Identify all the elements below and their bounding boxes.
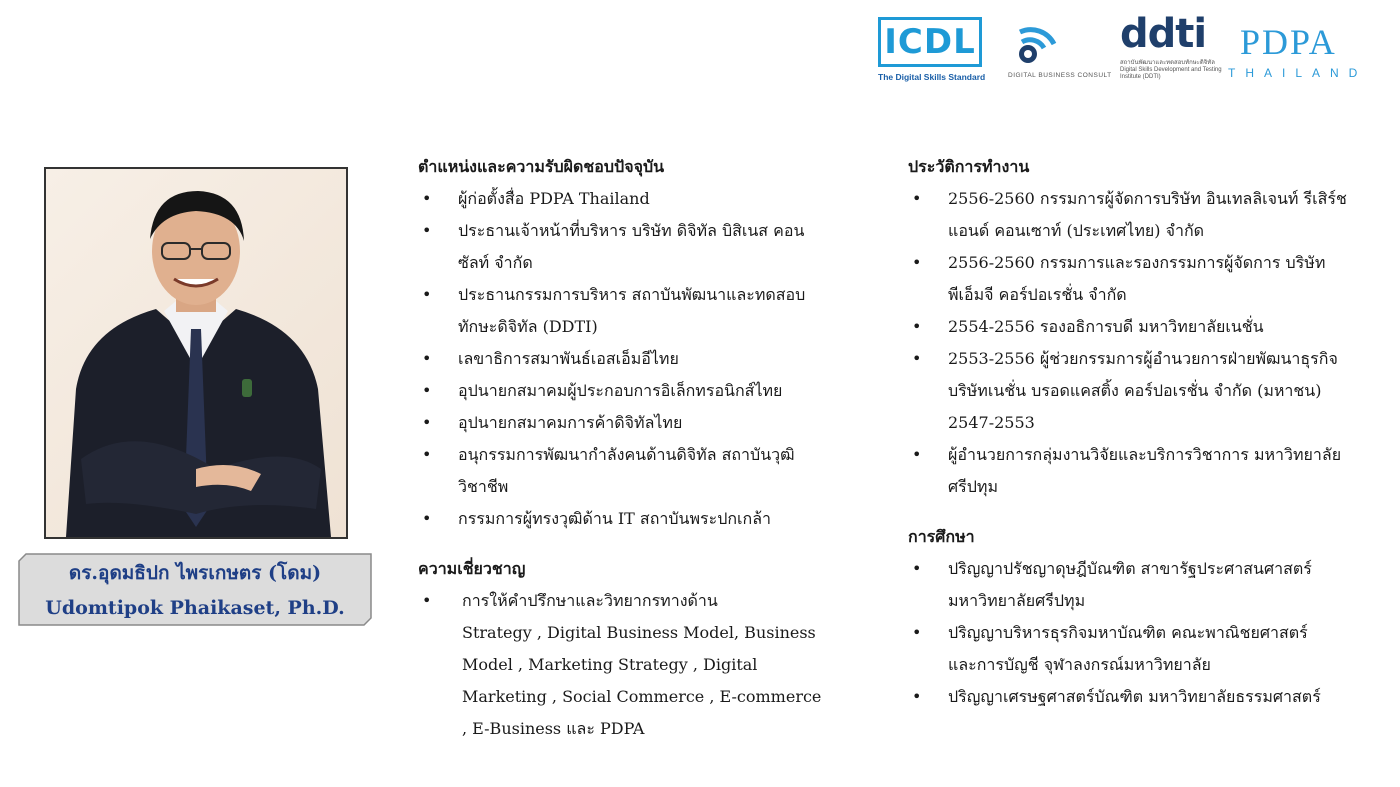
- bullet-icon: •: [422, 509, 432, 528]
- pdpa-thailand-logo: [1228, 22, 1390, 80]
- current-positions-heading: ตำแหน่งและความรับผิดชอบปัจจุบัน: [418, 157, 665, 176]
- list-item: [418, 407, 848, 439]
- list-item-text: ผู้อำนวยการกลุ่มงานวิจัยและบริการวิชาการ มหาวิทยาลัย: [948, 445, 1342, 464]
- portrait-image: [46, 169, 346, 537]
- list-item-text: วิชาชีพ: [458, 477, 509, 496]
- list-item-text: 2547-2553: [948, 413, 1035, 432]
- list-item-text: เลขาธิการสมาพันธ์เอสเอ็มอีไทย: [458, 349, 679, 368]
- bullet-icon: •: [422, 445, 432, 464]
- bullet-icon: •: [912, 349, 922, 368]
- icdl-tagline: The Digital Skills Standard: [878, 72, 986, 82]
- expertise-line: Marketing , Social Commerce , E-commerce: [462, 687, 822, 706]
- name-english: Udomtipok Phaikaset, Ph.D.: [45, 597, 345, 619]
- list-item: [908, 247, 1368, 311]
- partner-logos: [878, 12, 1388, 92]
- bullet-icon: •: [422, 189, 432, 208]
- icdl-logo-text: ICDL: [884, 22, 976, 62]
- list-item-text: อนุกรรมการพัฒนากำลังคนด้านดิจิทัล สถาบันวุฒิ: [458, 445, 795, 464]
- education-list: [908, 553, 1368, 713]
- current-positions-list: [418, 183, 848, 535]
- right-column: [908, 151, 1368, 713]
- expertise-line: การให้คำปรึกษาและวิทยากรทางด้าน: [462, 591, 718, 610]
- expertise-line: Strategy , Digital Business Model, Business: [462, 623, 816, 642]
- list-item-text: 2556-2560 กรรมการผู้จัดการบริษัท อินเทลลิเจนท์ รีเสิร์ช: [948, 189, 1347, 208]
- ddti-tagline: สถาบันพัฒนาและทดสอบทักษะดิจิทัล Digital Skills Development and Testing Institute (DDTI): [1120, 60, 1222, 80]
- expertise-list: [418, 585, 848, 745]
- list-item-text: กรรมการผู้ทรงวุฒิด้าน IT สถาบันพระปกเกล้า: [458, 509, 771, 528]
- list-item: [908, 553, 1368, 617]
- list-item-text: 2556-2560 กรรมการและรองกรรมการผู้จัดการ บริษัท: [948, 253, 1326, 272]
- bullet-icon: •: [912, 253, 922, 272]
- ddti-logo: [1120, 12, 1220, 92]
- list-item: [908, 617, 1368, 681]
- dbc-logo: [1008, 24, 1112, 84]
- bullet-icon: •: [912, 445, 922, 464]
- list-item-text: ปริญญาบริหารธุรกิจมหาบัณฑิต คณะพาณิชยศาสตร์: [948, 623, 1308, 642]
- list-item-text: แอนด์ คอนเซาท์ (ประเทศไทย) จำกัด: [948, 221, 1205, 240]
- bullet-icon: •: [912, 317, 922, 336]
- bullet-icon: •: [422, 413, 432, 432]
- list-item: [908, 183, 1368, 247]
- work-history-list: [908, 183, 1368, 503]
- bullet-icon: •: [912, 687, 922, 706]
- list-item-text: พีเอ็มจี คอร์ปอเรชั่น จำกัด: [948, 285, 1127, 304]
- bullet-icon: •: [422, 285, 432, 304]
- list-item: [418, 343, 848, 375]
- list-item-text: อุปนายกสมาคมผู้ประกอบการอิเล็กทรอนิกส์ไทย: [458, 381, 783, 400]
- bullet-icon: •: [422, 349, 432, 368]
- list-item-text: ประธานเจ้าหน้าที่บริหาร บริษัท ดิจิทัล บิสิเนส คอน: [458, 221, 805, 240]
- bullet-icon: •: [912, 189, 922, 208]
- wifi-signal-icon: [1008, 24, 1068, 70]
- list-item: [418, 183, 848, 215]
- list-item: [418, 375, 848, 407]
- list-item-text: และการบัญชี จุฬาลงกรณ์มหาวิทยาลัย: [948, 655, 1211, 674]
- middle-column: [418, 151, 848, 745]
- work-history-heading: ประวัติการทำงาน: [908, 157, 1030, 176]
- list-item: [908, 681, 1368, 713]
- list-item: [908, 343, 1368, 439]
- bullet-icon: •: [422, 381, 432, 400]
- list-item-text: ผู้ก่อตั้งสื่อ PDPA Thailand: [458, 189, 650, 208]
- list-item: [908, 311, 1368, 343]
- list-item-text: ศรีปทุม: [948, 477, 998, 496]
- expertise-line: , E-Business และ PDPA: [462, 719, 645, 738]
- list-item-text: ปริญญาปรัชญาดุษฎีบัณฑิต สาขารัฐประศาสนศาสตร์: [948, 559, 1312, 578]
- pdpa-logo-text: PDPA: [1240, 22, 1337, 62]
- dbc-tagline: DIGITAL BUSINESS CONSULT: [1008, 72, 1112, 79]
- list-item-text: ทักษะดิจิทัล (DDTI): [458, 317, 598, 336]
- list-item-text: ประธานกรรมการบริหาร สถาบันพัฒนาและทดสอบ: [458, 285, 806, 304]
- expertise-heading: ความเชี่ยวชาญ: [418, 559, 526, 578]
- list-item-text: ซัลท์ จำกัด: [458, 253, 533, 272]
- list-item-text: 2553-2556 ผู้ช่วยกรรมการผู้อำนวยการฝ่ายพัฒนาธุรกิจ: [948, 349, 1338, 368]
- list-item: [418, 439, 848, 503]
- icdl-logo: [878, 17, 982, 67]
- list-item-text: อุปนายกสมาคมการค้าดิจิทัลไทย: [458, 413, 683, 432]
- list-item: [908, 439, 1368, 503]
- pdpa-logo-subtext: THAILAND: [1228, 66, 1368, 80]
- bullet-icon: •: [422, 591, 432, 610]
- bullet-icon: •: [912, 623, 922, 642]
- education-heading: การศึกษา: [908, 527, 975, 546]
- list-item-text: 2554-2556 รองอธิการบดี มหาวิทยาลัยเนชั่น: [948, 317, 1264, 336]
- list-item-text: มหาวิทยาลัยศรีปทุม: [948, 591, 1086, 610]
- list-item-text: ปริญญาเศรษฐศาสตร์บัณฑิต มหาวิทยาลัยธรรมศาสตร์: [948, 687, 1321, 706]
- list-item: [418, 585, 848, 745]
- list-item: [418, 215, 848, 279]
- bullet-icon: •: [912, 559, 922, 578]
- list-item: [418, 503, 848, 535]
- profile-photo: [44, 167, 348, 539]
- bullet-icon: •: [422, 221, 432, 240]
- ddti-logo-text: ddti: [1120, 11, 1207, 57]
- expertise-line: Model , Marketing Strategy , Digital: [462, 655, 758, 674]
- expertise-text: [462, 585, 848, 745]
- name-card: [18, 553, 372, 626]
- list-item-text: บริษัทเนชั่น บรอดแคสติ้ง คอร์ปอเรชั่น จำกัด (มหาชน): [948, 381, 1322, 400]
- name-thai: ดร.อุดมธิปก ไพรเกษตร (โดม): [68, 562, 322, 584]
- list-item: [418, 279, 848, 343]
